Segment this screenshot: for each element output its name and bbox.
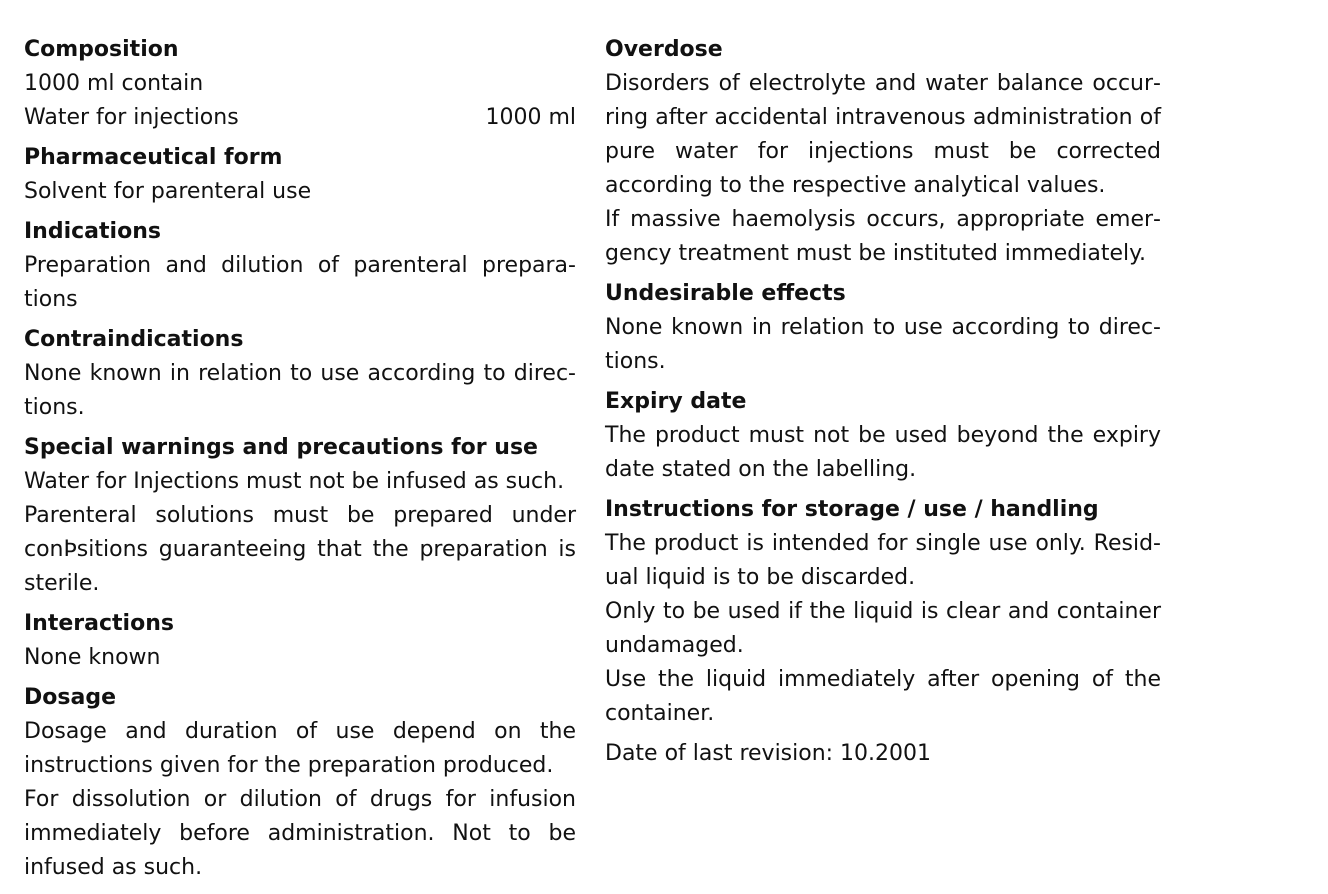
interactions-text: None known — [24, 645, 161, 670]
composition-heading: Composition — [24, 37, 179, 62]
storage-paragraph-1: The product is intended for single use only. Residual liquid is to be discarded. — [605, 531, 1161, 590]
contraindications-section — [24, 323, 576, 425]
expiry-date-heading: Expiry date — [605, 389, 747, 414]
storage-section — [605, 493, 1161, 731]
pharmaceutical-form-text: Solvent for parenteral use — [24, 179, 312, 204]
composition-section — [24, 33, 576, 135]
overdose-paragraph-2: If massive haemolysis occurs, appropriate emergency treatment must be instituted immediately. — [605, 207, 1161, 266]
storage-paragraph-3: Use the liquid immediately after opening of the container. — [605, 667, 1161, 726]
dosage-section — [24, 681, 576, 885]
undesirable-effects-heading: Undesirable effects — [605, 281, 846, 306]
expiry-date-text: The product must not be used beyond the expiry date stated on the labelling. — [605, 423, 1161, 482]
composition-item-row — [24, 101, 576, 135]
special-warnings-paragraph-1: Water for Injections must not be infused as such. — [24, 469, 565, 494]
dosage-heading: Dosage — [24, 685, 116, 710]
storage-paragraph-2: Only to be used if the liquid is clear and container undamaged. — [605, 599, 1161, 658]
pharmaceutical-form-heading: Pharmaceutical form — [24, 145, 283, 170]
last-revision-date: Date of last revision: 10.2001 — [605, 741, 932, 766]
composition-item-amount: 1000 ml — [485, 105, 576, 130]
special-warnings-heading: Special warnings and precautions for use — [24, 435, 538, 460]
interactions-section — [24, 607, 576, 675]
storage-heading: Instructions for storage / use / handling — [605, 497, 1099, 522]
special-warnings-paragraph-2: Parenteral solutions must be prepared under conÞsitions guaranteeing that the preparation is sterile. — [24, 503, 576, 596]
composition-intro: 1000 ml contain — [24, 71, 204, 96]
composition-item-name: Water for injections — [24, 105, 239, 130]
right-column — [605, 33, 1161, 771]
indications-text: Preparation and dilution of parenteral preparations — [24, 253, 576, 312]
undesirable-effects-section — [605, 277, 1161, 379]
pharmaceutical-form-section — [24, 141, 576, 209]
overdose-paragraph-1: Disorders of electrolyte and water balance occurring after accidental intravenous administration of pure water for injections must be corrected according to the respective analytical values. — [605, 71, 1161, 198]
special-warnings-section — [24, 431, 576, 601]
indications-heading: Indications — [24, 219, 161, 244]
overdose-section — [605, 33, 1161, 271]
contraindications-text: None known in relation to use according to directions. — [24, 361, 576, 420]
left-column — [24, 33, 576, 891]
indications-section — [24, 215, 576, 317]
overdose-heading: Overdose — [605, 37, 723, 62]
interactions-heading: Interactions — [24, 611, 174, 636]
undesirable-effects-text: None known in relation to use according to directions. — [605, 315, 1161, 374]
contraindications-heading: Contraindications — [24, 327, 244, 352]
expiry-date-section — [605, 385, 1161, 487]
dosage-paragraph-1: Dosage and duration of use depend on the instructions given for the preparation produced. — [24, 719, 576, 778]
dosage-paragraph-2: For dissolution or dilution of drugs for infusion immediately before administration. Not to be infused as such. — [24, 787, 576, 880]
